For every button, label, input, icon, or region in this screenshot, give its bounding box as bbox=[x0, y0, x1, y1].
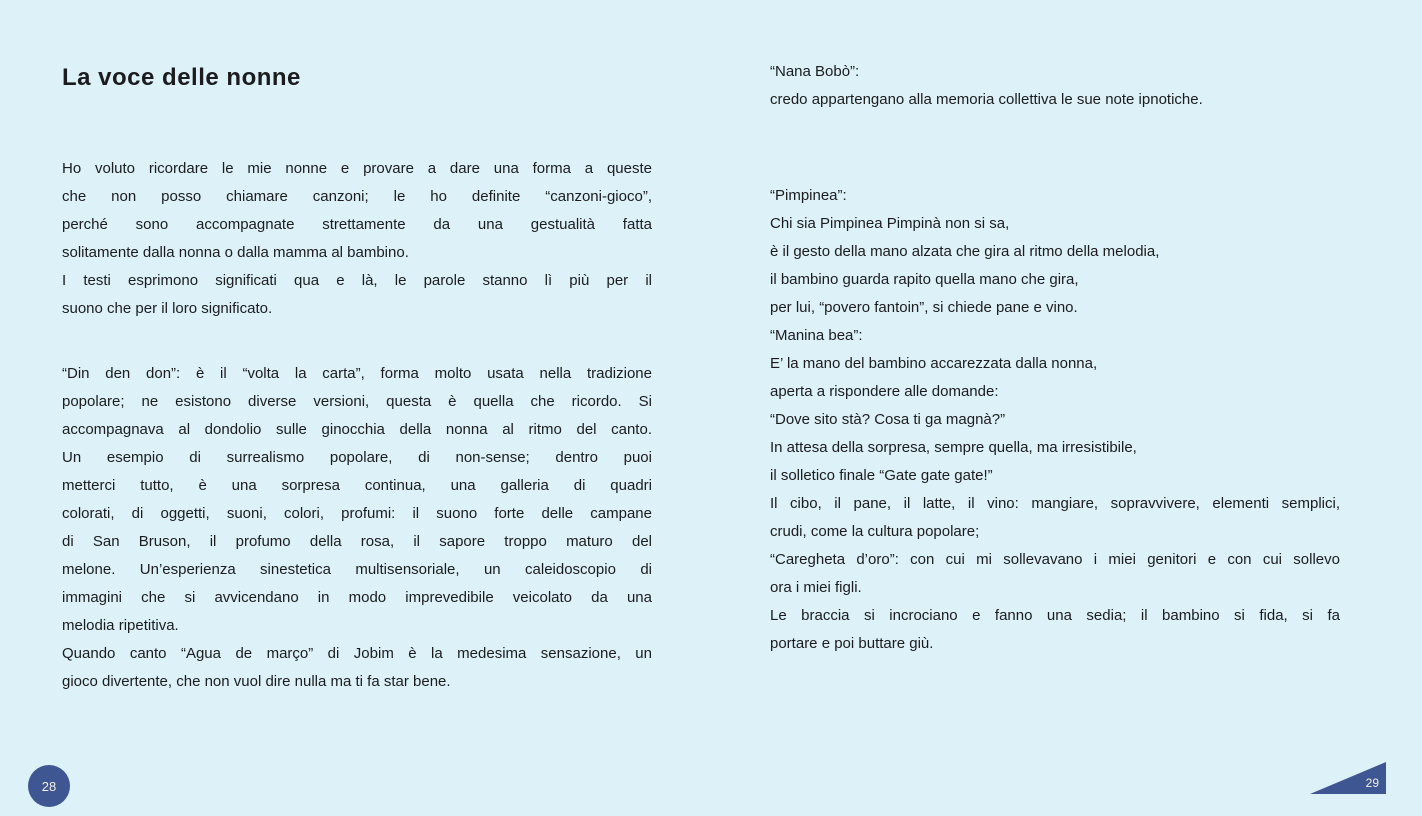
paragraph bbox=[770, 58, 1340, 114]
text-line: immagini che si avvicendano in modo imprevedibile veicolato da una bbox=[62, 589, 652, 606]
text-line: il bambino guarda rapito quella mano che gira, bbox=[770, 271, 1079, 288]
text-line: “Caregheta d’oro”: con cui mi sollevavano i miei genitori e con cui sollevo bbox=[770, 551, 1340, 568]
page-number-right: 29 bbox=[1365, 776, 1379, 790]
text-line: Quando canto “Agua de março” di Jobim è la medesima sensazione, un bbox=[62, 645, 652, 662]
text-line: gioco divertente, che non vuol dire nulla ma ti fa star bene. bbox=[62, 673, 451, 690]
right-page-text bbox=[770, 58, 1340, 658]
page-number-left: 28 bbox=[41, 778, 57, 794]
text-line: che non posso chiamare canzoni; le ho definite “canzoni-gioco”, bbox=[62, 188, 652, 205]
text-line: “Nana Bobò”: bbox=[770, 63, 860, 80]
text-line: I testi esprimono significati qua e là, le parole stanno lì più per il bbox=[62, 272, 652, 289]
paragraph bbox=[62, 155, 652, 323]
page-number-badge-left bbox=[28, 765, 70, 807]
paragraph bbox=[770, 182, 1340, 658]
text-line: Chi sia Pimpinea Pimpinà non si sa, bbox=[770, 215, 1010, 232]
text-line: solitamente dalla nonna o dalla mamma al bambino. bbox=[62, 244, 409, 261]
text-line: Un esempio di surrealismo popolare, di non-sense; dentro puoi bbox=[62, 449, 652, 466]
text-line: melodia ripetitiva. bbox=[62, 617, 179, 634]
page-title: La voce delle nonne bbox=[62, 64, 301, 91]
text-line: In attesa della sorpresa, sempre quella, ma irresistibile, bbox=[770, 439, 1137, 456]
text-line: di San Bruson, il profumo della rosa, il sapore troppo maturo del bbox=[62, 533, 652, 550]
text-line: “Dove sito stà? Cosa ti ga magnà?” bbox=[770, 411, 1006, 428]
text-line: perché sono accompagnate strettamente da una gestualità fatta bbox=[62, 216, 652, 233]
text-line: aperta a rispondere alle domande: bbox=[770, 383, 999, 400]
text-line: ora i miei figli. bbox=[770, 579, 862, 596]
text-line: crudi, come la cultura popolare; bbox=[770, 523, 980, 540]
text-line: popolare; ne esistono diverse versioni, questa è quella che ricordo. Si bbox=[62, 393, 652, 410]
text-line: è il gesto della mano alzata che gira al ritmo della melodia, bbox=[770, 243, 1160, 260]
text-line: Ho voluto ricordare le mie nonne e provare a dare una forma a queste bbox=[62, 160, 652, 177]
text-line: per lui, “povero fantoin”, si chiede pane e vino. bbox=[770, 299, 1078, 316]
left-page-text bbox=[62, 155, 652, 696]
text-line: portare e poi buttare giù. bbox=[770, 635, 934, 652]
text-line: suono che per il loro significato. bbox=[62, 300, 273, 317]
text-line: Il cibo, il pane, il latte, il vino: mangiare, sopravvivere, elementi semplici, bbox=[770, 495, 1340, 512]
text-line: il solletico finale “Gate gate gate!” bbox=[770, 467, 993, 484]
text-line: metterci tutto, è una sorpresa continua, una galleria di quadri bbox=[62, 477, 652, 494]
text-line: colorati, di oggetti, suoni, colori, profumi: il suono forte delle campane bbox=[62, 505, 652, 522]
text-line: melone. Un’esperienza sinestetica multisensoriale, un caleidoscopio di bbox=[62, 561, 652, 578]
paragraph bbox=[62, 360, 652, 696]
text-line: accompagnava al dondolio sulle ginocchia della nonna al ritmo del canto. bbox=[62, 421, 652, 438]
text-line: “Manina bea”: bbox=[770, 327, 863, 344]
text-line: “Din den don”: è il “volta la carta”, forma molto usata nella tradizione bbox=[62, 365, 652, 382]
text-line: credo appartengano alla memoria collettiva le sue note ipnotiche. bbox=[770, 91, 1203, 108]
text-line: E’ la mano del bambino accarezzata dalla nonna, bbox=[770, 355, 1098, 372]
text-line: Le braccia si incrociano e fanno una sedia; il bambino si fida, si fa bbox=[770, 607, 1340, 624]
page-number-badge-right bbox=[1310, 762, 1386, 794]
text-line: “Pimpinea”: bbox=[770, 187, 847, 204]
